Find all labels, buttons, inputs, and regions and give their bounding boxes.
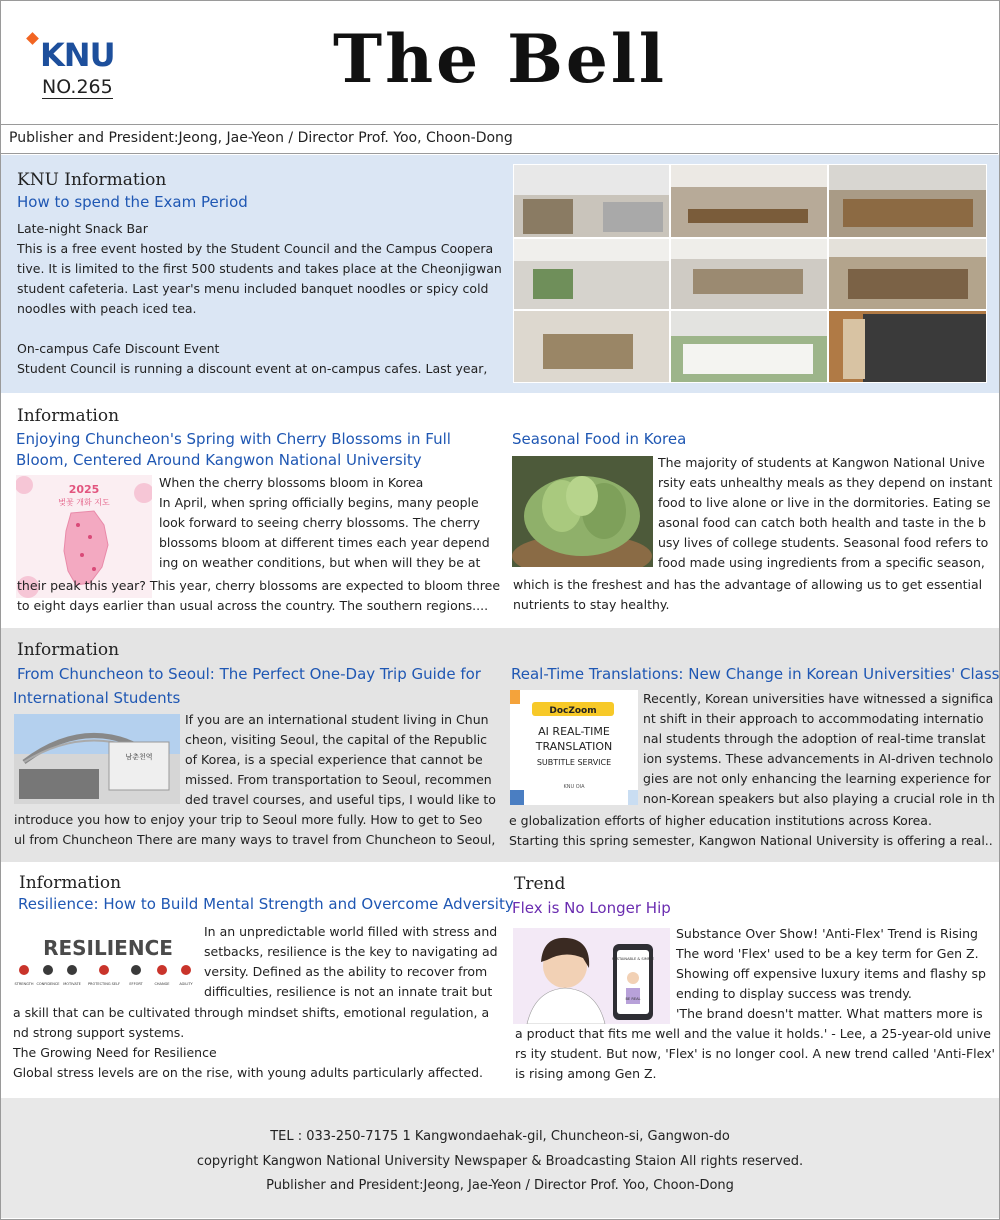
station-photo [14, 714, 180, 804]
article-body-wrap: Substance Over Show! 'Anti-Flex' Trend is Rising The word 'Flex' used to be a key term for Gen Z. Showing off expensive luxury items and flashy sp ending to display success was trendy. 'The brand doesn't matter. What matters more is [676, 926, 986, 1021]
logo-text: KNU [40, 36, 115, 74]
article-body: introduce you how to enjoy your trip to Seoul more fully. How to get to Seo ul from Chuncheon There are many ways to travel from Chuncheon to Seoul, [14, 812, 496, 847]
translation-service-image [510, 690, 638, 805]
resilience-label: PROTECTING SELF [87, 982, 121, 986]
article-body: their peak this year? This year, cherry blossoms are expected to bloom three to eight days earlier than usual across the country. The southern regions.... [17, 578, 501, 613]
article-body: a skill that can be cultivated through mindset shifts, emotional regulation, a nd strong support systems. The Growing Need for Resilience Global stress levels are on the rise, with young adults particularly affected. [13, 1005, 490, 1080]
publisher-text: Publisher and President:Jeong, Jae-Yeon / Director Prof. Yoo, Choon-Dong [9, 130, 513, 146]
ai-realtime-label: AI REAL-TIME [538, 725, 610, 738]
article-body-wrap: Recently, Korean universities have witnessed a significa nt shift in their approach to accommodating internatio nal students through the adoption of real-time translat ion systems. These advancements in AI-driven technolo gies are not only enhancing the learning experience for non-Korean speakers but also playing a crucial role in th [643, 691, 995, 806]
section-label: Trend [514, 874, 566, 894]
article-body: Late-night Snack Bar This is a free event hosted by the Student Council and the Campus Coopera tive. It is limited to the first 500 students and takes place at the Cheonjigwan student cafeteria. Last year's menu included banquet noodles or spicy cold noodles with peach iced tea. On-campus Cafe Discount Event Student Council is running a discount event at on-campus cafes. Last year, [17, 221, 502, 376]
article-headline[interactable]: Enjoying Chuncheon's Spring with Cherry Blossoms in Full Bloom, Centered Around Kangwon National University [16, 430, 451, 469]
map-caption: 벚꽃 개화 지도 [58, 498, 110, 507]
article-headline[interactable]: Flex is No Longer Hip [512, 899, 671, 917]
issue-number: NO.265 [42, 76, 113, 98]
article-body-wrap: If you are an international student living in Chun cheon, visiting Seoul, the capital of the Republic of Korea, is a special experience that cannot be missed. From transportation to Seoul, recommen ded travel courses, and useful tips, I would like to [185, 712, 496, 807]
station-sign: 남춘천역 [125, 753, 153, 761]
seasonal-food-photo [512, 456, 653, 567]
resilience-graphic [14, 922, 196, 992]
publisher-bar [0, 124, 998, 154]
phone-sign: BE REAL [625, 997, 641, 1001]
campus-photo-collage [513, 164, 987, 383]
resilience-title: RESILIENCE [43, 936, 173, 960]
phone-caption: SUSTAINABLE & SIMPLE [611, 957, 655, 961]
section-label: Information [17, 406, 120, 426]
article-body-wrap: When the cherry blossoms bloom in Korea In April, when spring officially begins, many people look forward to seeing cherry blossoms. The cherry blossoms bloom at different times each year depend ing on weather conditions, but when will they be at [159, 475, 490, 570]
newspaper-title: The Bell [333, 20, 667, 98]
translation-label: TRANSLATION [535, 740, 613, 753]
article-body-wrap: The majority of students at Kangwon National Unive rsity eats unhealthy meals as they depend on instant food to live alone or live in the dormitories. Eating se asonal food can catch both health and taste in the b usy lives of college students. Seasonal food refers to food made using ingredients from a specific season, [658, 455, 993, 570]
anti-flex-illustration [513, 928, 670, 1024]
resilience-label: EFFORT [129, 982, 143, 986]
article-headline[interactable]: Resilience: How to Build Mental Strength and Overcome Adversity [18, 895, 514, 913]
footer-contact: TEL : 033-250-7175 1 Kangwondaehak-gil, Chuncheon-si, Gangwon-do [270, 1129, 730, 1144]
article-headline[interactable]: Real-Time Translations: New Change in Korean Universities' Class [511, 665, 1000, 683]
resilience-label: MOTIVATE [63, 982, 81, 986]
article-headline[interactable]: From Chuncheon to Seoul: The Perfect One-Day Trip Guide for [17, 665, 481, 683]
article-body: a product that fits me well and the value it holds.' - Lee, a 25-year-old unive rs ity student. But now, 'Flex' is no longer cool. A new trend called 'Anti-Flex' is rising among Gen Z. [515, 1026, 995, 1081]
section-label: Information [17, 640, 120, 660]
article-body: which is the freshest and has the advantage of allowing us to get essential nutrients to stay healthy. [513, 577, 983, 612]
resilience-label: STRENGTH [14, 982, 34, 986]
knu-oia-label: KNU OIA [563, 784, 585, 790]
map-year: 2025 [68, 483, 100, 496]
article-headline[interactable]: Seasonal Food in Korea [512, 430, 687, 448]
article-headline-cont[interactable]: International Students [13, 689, 181, 707]
article-body: e globalization efforts of higher education institutions across Korea. Starting this spring semester, Kangwon National University is offering a real.. [509, 813, 993, 848]
resilience-label: CHANGE [154, 982, 170, 986]
article-headline[interactable]: How to spend the Exam Period [17, 193, 248, 211]
subtitle-service-label: SUBTITLE SERVICE [536, 758, 612, 767]
footer-copyright: copyright Kangwon National University Newspaper & Broadcasting Staion All rights reserved. [196, 1154, 804, 1169]
doczoom-label: DocZoom [549, 706, 597, 716]
section-label: Information [19, 873, 122, 893]
footer-publisher: Publisher and President:Jeong, Jae-Yeon / Director Prof. Yoo, Choon-Dong [266, 1178, 734, 1193]
article-body-wrap: In an unpredictable world filled with stress and setbacks, resilience is the key to navigating ad versity. Defined as the ability to recover from difficulties, resilience is not an innate trait but [204, 924, 498, 999]
resilience-label: CONFIDENCE [36, 982, 60, 986]
section-label: KNU Information [17, 170, 167, 190]
resilience-label: AGILITY [179, 982, 193, 986]
